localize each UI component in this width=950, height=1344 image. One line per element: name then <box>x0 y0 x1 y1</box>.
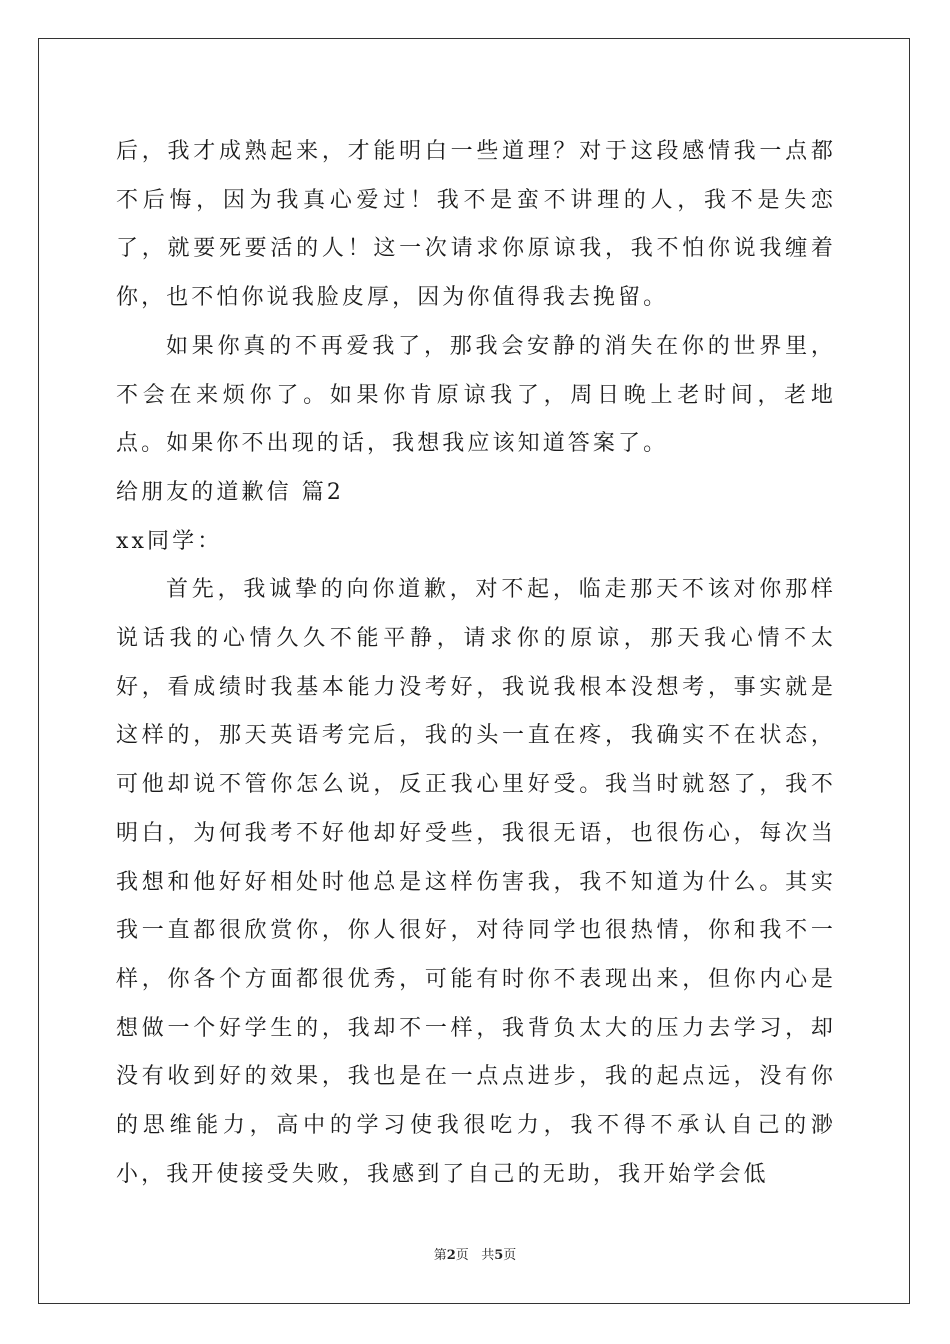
document-body <box>116 128 836 1199</box>
paragraph-closing: 如果你真的不再爱我了，那我会安静的消失在你的世界里，不会在来烦你了。如果你肯原谅我了，周日晚上老时间，老地点。如果你不出现的话，我想我应该知道答案了。 <box>116 333 836 457</box>
footer-page-prefix: 第 <box>433 1248 447 1263</box>
footer-total-pages: 5 <box>494 1248 504 1263</box>
salutation: xx同学： <box>116 528 223 554</box>
footer-total-prefix: 共 <box>481 1248 495 1263</box>
section-heading: 给朋友的道歉信 篇2 <box>116 479 344 505</box>
footer-page-unit: 页 <box>455 1248 469 1263</box>
paragraph-continuation: 后，我才成熟起来，才能明白一些道理？对于这段感情我一点都不后悔，因为我真心爱过！我不是蛮不讲理的人，我不是失恋了，就要死要活的人！这一次请求你原谅我，我不怕你说我缠着你，也不怕你说我脸皮厚，因为你值得我去挽留。 <box>116 139 836 311</box>
footer-total-unit: 页 <box>503 1248 517 1263</box>
page-footer <box>0 1244 950 1263</box>
footer-page-number: 2 <box>446 1248 456 1263</box>
paragraph-body: 首先，我诚挚的向你道歉，对不起，临走那天不该对你那样说话我的心情久久不能平静，请求你的原谅，那天我心情不太好，看成绩时我基本能力没考好，我说我根本没想考，事实就是这样的，那天英语考完后，我的头一直在疼，我确实不在状态，可他却说不管你怎么说，反正我心里好受。我当时就怒了，我不明白，为何我考不好他却好受些，我很无语，也很伤心，每次当我想和他好好相处时他总是这样伤害我，我不知道为什么。其实我一直都很欣赏你，你人很好，对待同学也很热情，你和我不一样，你各个方面都很优秀，可能有时你不表现出来，但你内心是想做一个好学生的，我却不一样，我背负太大的压力去学习，却没有收到好的效果，我也是在一点点进步，我的起点远，没有你的思维能力，高中的学习使我很吃力，我不得不承认自己的渺小，我开使接受失败，我感到了自己的无助，我开始学会低 <box>116 577 836 1187</box>
